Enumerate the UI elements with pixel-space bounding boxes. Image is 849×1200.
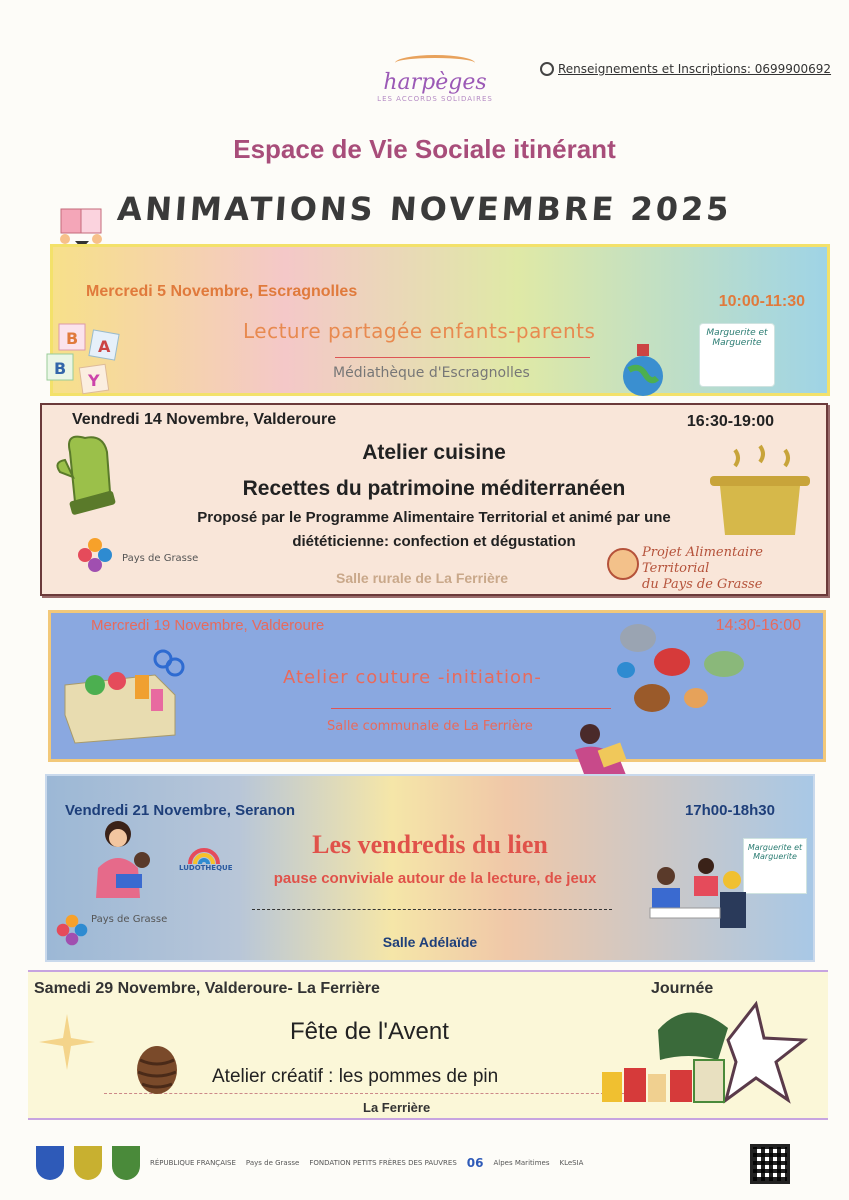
- baby-blocks-icon: [45, 318, 135, 400]
- svg-text:Y: Y: [88, 371, 100, 390]
- pays-de-grasse-logo: Pays de Grasse: [91, 914, 168, 925]
- divider: [335, 357, 590, 358]
- event-date: Mercredi 5 Novembre, Escragnolles: [86, 283, 358, 300]
- event-place: Salle Adélaïde: [382, 934, 478, 950]
- event-description-line-2: diététicienne: confection et dégustation: [292, 533, 576, 550]
- coat-of-arms-icon: [36, 1146, 64, 1180]
- sewing-box-icon: [55, 645, 185, 745]
- svg-text:B: B: [54, 359, 67, 378]
- event-place: Salle rurale de La Ferrière: [336, 570, 508, 586]
- partner-logo: Marguerite et Marguerite: [699, 323, 775, 387]
- cooking-pot-icon: [700, 440, 820, 550]
- christmas-decor-icon: [598, 1000, 828, 1110]
- event-place: Salle communale de La Ferrière: [327, 719, 533, 734]
- event-subtitle: pause conviviale autour de la lecture, de jeux: [273, 870, 597, 887]
- logo-tagline: LES ACCORDS SOLIDAIRES: [377, 95, 493, 103]
- pays-de-grasse-logo: Pays de Grasse: [122, 553, 199, 564]
- event-subtitle: Atelier créatif : les pommes de pin: [212, 1066, 499, 1087]
- projet-alimentaire-region: du Pays de Grasse: [642, 577, 763, 592]
- event-activity: Les vendredis du lien: [312, 830, 548, 859]
- event-activity: Lecture partagée enfants-parents: [243, 319, 596, 343]
- event-activity: Atelier couture -initiation-: [283, 667, 542, 688]
- footer-logo: 06: [466, 1156, 484, 1170]
- oven-mitt-icon: [55, 432, 125, 522]
- mother-child-reading-icon: [90, 818, 165, 903]
- event-time: 16:30-19:00: [686, 413, 774, 430]
- rainbow-icon: [187, 842, 221, 864]
- projet-alimentaire-icon: [606, 547, 640, 581]
- pinecone-icon: [130, 1038, 185, 1098]
- phone-icon: [540, 62, 554, 76]
- footer-logo: RÉPUBLIQUE FRANÇAISE: [150, 1159, 236, 1167]
- harpeges-logo: [370, 55, 500, 125]
- pays-de-grasse-flower-icon: [53, 912, 91, 948]
- ludotheque-logo: LUDOTHEQUE: [179, 864, 233, 872]
- coat-of-arms-icon: [112, 1146, 140, 1180]
- logo-arc-icon: [395, 55, 475, 71]
- sparkle-icon: [35, 1010, 100, 1075]
- event-time: 10:00-11:30: [718, 293, 805, 310]
- qr-code[interactable]: [750, 1144, 790, 1184]
- event-date: Samedi 29 Novembre, Valderoure- La Ferrière: [34, 980, 380, 997]
- logo-name: harpèges: [383, 70, 487, 95]
- coat-of-arms-icon: [74, 1146, 102, 1180]
- divider: [252, 909, 612, 910]
- partner-logos-footer: [36, 1138, 796, 1188]
- projet-alimentaire-logo: [642, 545, 826, 593]
- page-subtitle: ANIMATIONS NOVEMBRE 2025: [116, 190, 733, 228]
- event-activity: Atelier cuisine: [362, 441, 506, 464]
- svg-text:B: B: [66, 329, 79, 348]
- event-place: Médiathèque d'Escragnolles: [333, 365, 530, 381]
- event-time: Journée: [651, 980, 714, 997]
- partner-logo: Marguerite et Marguerite: [743, 838, 807, 894]
- contact-info[interactable]: [540, 62, 831, 76]
- event-activity: Fête de l'Avent: [290, 1018, 449, 1045]
- globe-reader-icon: [615, 340, 670, 400]
- event-time: 14:30-16:00: [715, 617, 801, 634]
- buttons-icon: [612, 620, 762, 730]
- footer-logo: KLeSIA: [559, 1159, 584, 1167]
- event-date: Vendredi 21 Novembre, Seranon: [65, 802, 296, 819]
- event-activity-detail: Recettes du patrimoine méditerranéen: [242, 477, 626, 500]
- svg-text:A: A: [98, 337, 111, 356]
- event-date: Vendredi 14 Novembre, Valderoure: [72, 411, 337, 428]
- divider: [331, 708, 611, 709]
- board-game-players-icon: [640, 858, 750, 943]
- event-place: La Ferrière: [363, 1100, 431, 1115]
- footer-logo: FONDATION PETITS FRÈRES DES PAUVRES: [309, 1159, 457, 1167]
- contact-label[interactable]: Renseignements et Inscriptions: 0699900692: [558, 62, 832, 76]
- footer-logo: Pays de Grasse: [245, 1159, 300, 1167]
- footer-logo: Alpes Maritimes: [493, 1159, 550, 1167]
- event-time: 17h00-18h30: [684, 802, 775, 819]
- event-card-1: [50, 244, 830, 396]
- page-title: Espace de Vie Sociale itinérant: [233, 134, 616, 164]
- event-date: Mercredi 19 Novembre, Valderoure: [91, 617, 325, 634]
- event-description-line-1: Proposé par le Programme Alimentaire Territorial et animé par une: [197, 509, 671, 526]
- projet-alimentaire-name: Projet Alimentaire Territorial: [642, 545, 764, 576]
- pays-de-grasse-flower-icon: [74, 535, 116, 575]
